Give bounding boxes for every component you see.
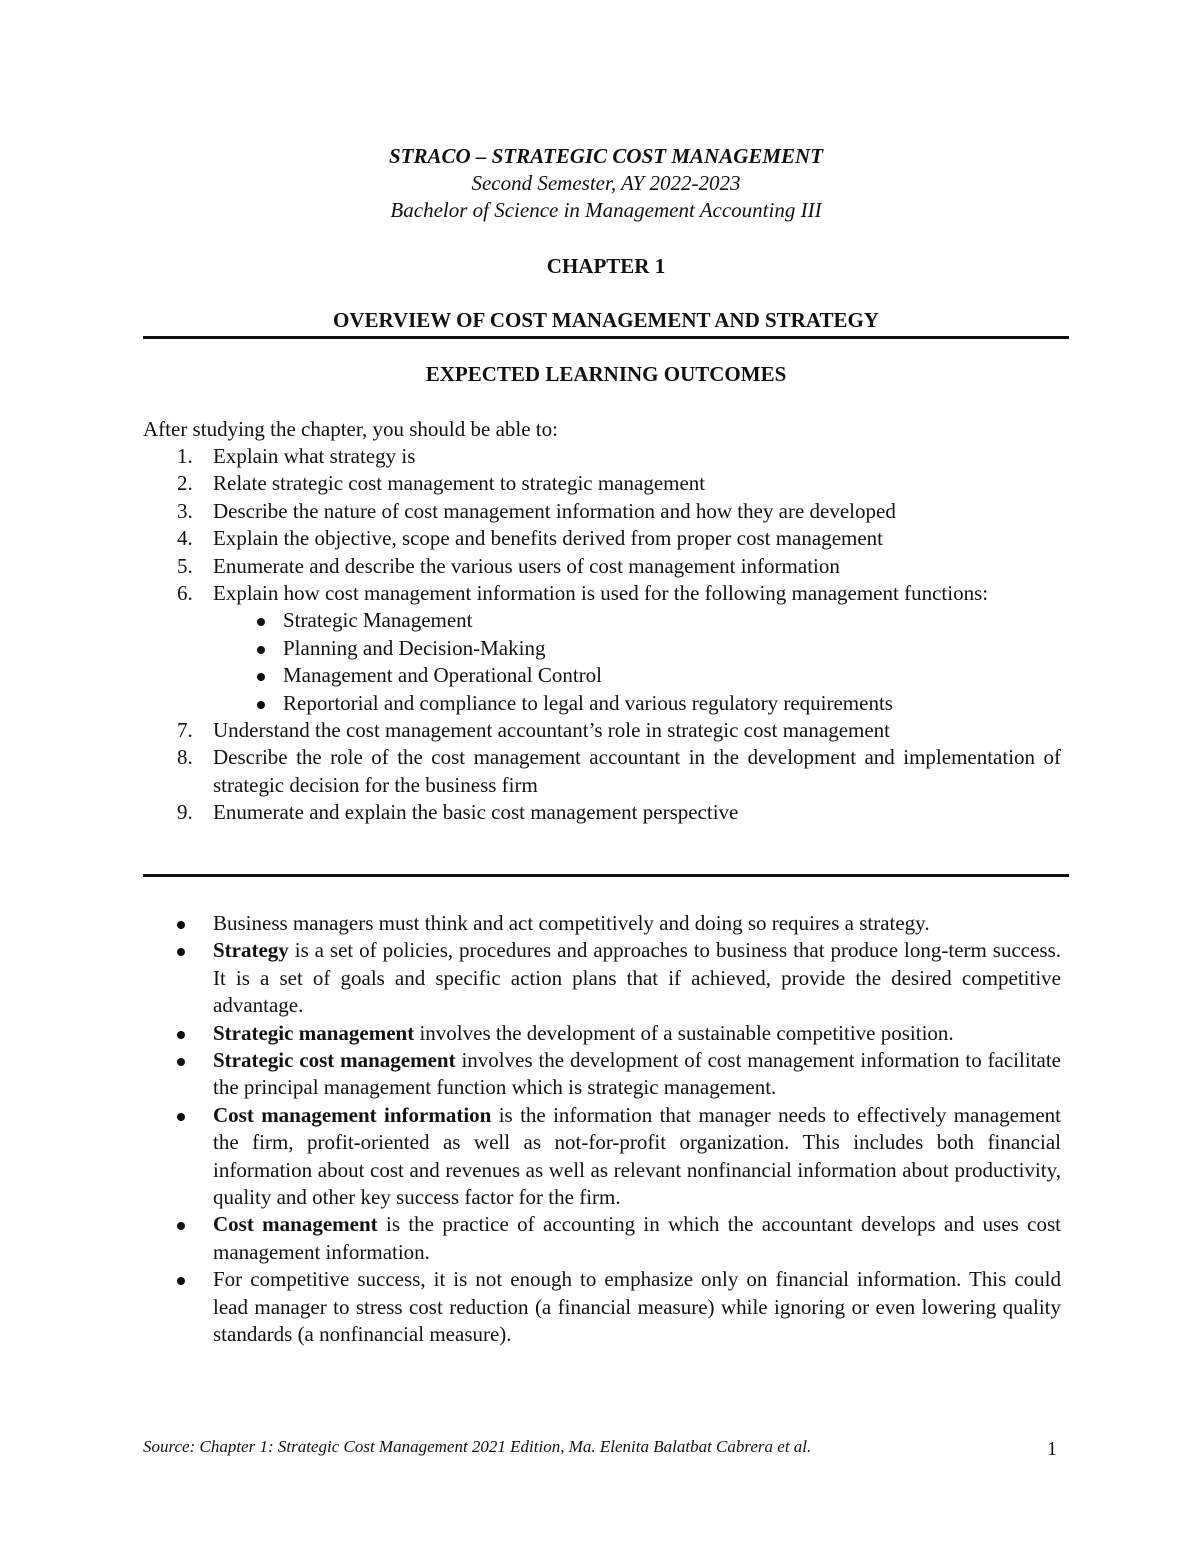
bullet-icon [177,948,185,956]
outcome-number: 1. [177,444,193,468]
note-item [143,937,1061,1019]
note-item [143,1047,1061,1102]
note-item [143,1020,1061,1047]
outcome-text: Enumerate and explain the basic cost management perspective [213,800,739,825]
function-text: Management and Operational Control [283,663,602,688]
note-text: involves the development of cost management information to facilitate the principal management function which is strategic management. [213,1048,1061,1100]
chapter-title: OVERVIEW OF COST MANAGEMENT AND STRATEGY [333,308,879,332]
bullet-icon [177,921,185,929]
outcome-item [143,443,1061,470]
page-number: 1 [1047,1438,1057,1460]
outcome-number: 9. [177,800,193,825]
management-functions-list [213,607,1061,717]
outcome-number: 7. [177,718,193,743]
program-line: Bachelor of Science in Management Accounting III [390,198,822,222]
bullet-icon [177,1058,185,1066]
note-text: involves the development of a sustainable competitive position. [414,1020,954,1045]
outcome-item [143,580,1061,717]
outcome-text: Enumerate and describe the various users of cost management information [213,553,840,578]
outcome-item [143,498,1061,525]
note-term: Strategic cost management [213,1048,456,1073]
note-item [143,1102,1061,1212]
function-text: Strategic Management [283,608,473,633]
note-item [143,910,1061,937]
course-header [143,142,1069,224]
outcome-number: 6. [177,581,193,606]
outcome-number: 4. [177,526,193,551]
function-text: Reportorial and compliance to legal and various regulatory requirements [283,690,893,715]
document-page [143,0,1069,1553]
outcome-text: Understand the cost management accountant’s role in strategic cost management [213,718,891,743]
outcome-number: 3. [177,498,193,523]
bullet-icon [257,701,265,709]
bullet-icon [257,646,265,654]
outcome-item [143,799,1061,826]
outcome-text: Relate strategic cost management to strategic management [213,471,706,496]
bottom-divider [143,874,1069,877]
outcome-item [143,525,1061,552]
bullet-icon [177,1031,185,1039]
outcome-item [143,717,1061,744]
note-term: Strategic management [213,1020,415,1045]
semester-line: Second Semester, AY 2022-2023 [471,171,741,195]
note-text: For competitive success, it is not enough to emphasize only on financial information. This could lead manager to stress cost reduction (a financial measure) while ignoring or even lowering quality standards (a nonfinancial measure). [213,1267,1061,1347]
note-term: Strategy [213,938,289,963]
note-term: Cost management information [213,1102,492,1127]
bullet-icon [257,618,265,626]
note-item [143,1211,1061,1266]
bullet-icon [257,673,265,681]
bullet-icon [177,1277,185,1285]
function-item [213,607,1061,634]
source-citation: Source: Chapter 1: Strategic Cost Management 2021 Edition, Ma. Elenita Balatbat Cabrera et al. [143,1437,812,1456]
outcome-item [143,744,1061,799]
outcome-text: Describe the role of the cost management accountant in the development and implementation of strategic decision for the business firm [213,745,1061,797]
outcome-number: 8. [177,745,193,770]
note-text: is the information that manager needs to effectively management the firm, profit-oriented as well as not-for-profit organization. This includes both financial information about cost and revenues as well as relevant nonfinancial information about productivity, quality and other key success factor for the firm. [213,1102,1061,1210]
outcome-text: Explain how cost management information is used for the following management functions: [213,581,989,606]
function-item [213,635,1061,662]
outcomes-intro: After studying the chapter, you should be able to: [143,417,558,441]
function-item [213,690,1061,717]
outcome-text: Explain what strategy is [213,444,416,468]
notes-list [143,910,1061,1349]
course-title: STRACO – STRATEGIC COST MANAGEMENT [388,144,824,168]
outcome-text: Describe the nature of cost management information and how they are developed [213,498,896,523]
outcome-number: 5. [177,553,193,578]
outcomes-heading: EXPECTED LEARNING OUTCOMES [425,362,787,386]
function-item [213,662,1061,689]
outcome-item [143,470,1061,497]
note-text: is a set of policies, procedures and approaches to business that produce long-term success. It is a set of goals and specific action plans that if achieved, provide the desired competitive advantage. [213,938,1061,1018]
top-divider [143,336,1069,339]
outcomes-list [143,443,1061,827]
bullet-icon [177,1222,185,1230]
note-item [143,1266,1061,1348]
note-text: Business managers must think and act competitively and doing so requires a strategy. [213,911,930,935]
outcome-item [143,553,1061,580]
function-text: Planning and Decision-Making [283,635,546,660]
chapter-label: CHAPTER 1 [546,254,666,278]
note-text: is the practice of accounting in which the accountant develops and uses cost management information. [213,1212,1061,1264]
outcome-number: 2. [177,471,193,496]
outcome-text: Explain the objective, scope and benefits derived from proper cost management [213,526,884,551]
note-term: Cost management [213,1212,378,1237]
bullet-icon [177,1113,185,1121]
